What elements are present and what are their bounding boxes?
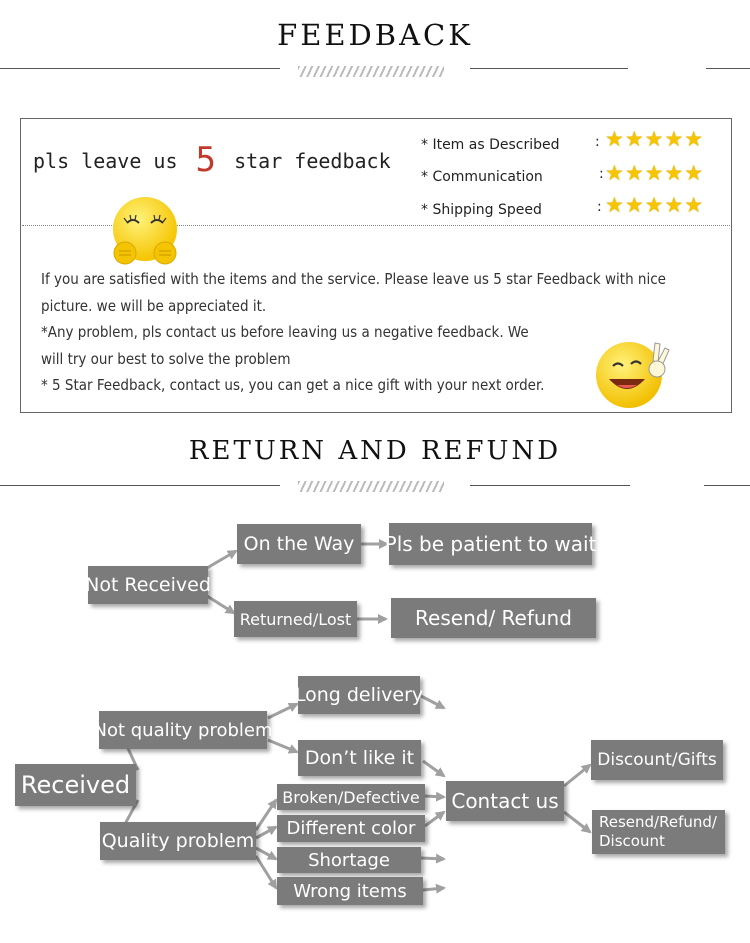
arrow [423, 761, 444, 776]
discount-gifts-box: Discount/Gifts [591, 740, 723, 780]
intro-post: star feedback [234, 149, 391, 173]
be-patient-box: Pls be patient to wait [389, 523, 592, 565]
arrow [423, 888, 444, 890]
arrow [421, 696, 444, 708]
arrow [425, 796, 444, 797]
star-rating: ★★★★★ [605, 161, 705, 185]
star-rating: ★★★★★ [605, 127, 705, 151]
arrow [256, 827, 276, 838]
arrow [207, 596, 234, 613]
arrow [421, 858, 444, 859]
body-line: will try our best to solve the problem [41, 349, 291, 368]
feedback-heading: FEEDBACK [277, 18, 473, 52]
arrow [564, 765, 590, 786]
on-the-way-box: On the Way [237, 524, 361, 564]
star-rating: ★★★★★ [605, 193, 705, 217]
arrow [256, 848, 276, 859]
rating-colon: : [599, 166, 604, 182]
box-line: Resend/Refund/ [599, 813, 717, 831]
intro-pre: pls leave us [33, 149, 178, 173]
rating-label: * Item as Described [421, 137, 560, 153]
arrow [268, 740, 297, 752]
long-delivery-box: Long delivery [298, 676, 420, 714]
arrow [268, 704, 297, 718]
body-line: * 5 Star Feedback, contact us, you can get a nice gift with your next order. [41, 376, 545, 394]
arrow [425, 812, 444, 826]
rating-label: * Shipping Speed [421, 202, 542, 218]
resend-refund-discount-box [592, 810, 725, 854]
wrong-items-box: Wrong items [277, 877, 423, 905]
dont-like-it-box: Don’t like it [298, 740, 421, 776]
quality-problem-box: Quality problem [100, 822, 256, 860]
body-line: picture. we will be appreciated it. [41, 296, 267, 315]
not-quality-problem-box: Not quality problem [99, 711, 267, 749]
not-received-box: Not Received [88, 566, 208, 604]
arrow [256, 800, 276, 830]
body-line: If you are satisfied with the items and the service. Please leave us 5 star Feedback with nice [41, 270, 666, 288]
different-color-box: Different color [277, 815, 425, 842]
refund-heading: RETURN AND REFUND [188, 436, 562, 466]
received-box: Received [15, 764, 136, 806]
rating-colon: : [597, 199, 602, 215]
intro-five: 5 [195, 140, 217, 180]
arrow [256, 856, 276, 888]
body-line: *Any problem, pls contact us before leaving us a negative feedback. We [41, 323, 529, 341]
rating-colon: : [595, 134, 600, 150]
returned-lost-box: Returned/Lost [234, 601, 357, 637]
arrow [564, 812, 590, 832]
broken-defective-box: Broken/Defective [277, 784, 425, 810]
contact-us-box: Contact us [446, 781, 564, 821]
arrow [207, 551, 236, 568]
shortage-box: Shortage [277, 847, 421, 873]
resend-refund-box: Resend/ Refund [391, 598, 596, 638]
rating-label: * Communication [421, 169, 543, 185]
box-line: Discount [599, 832, 665, 850]
